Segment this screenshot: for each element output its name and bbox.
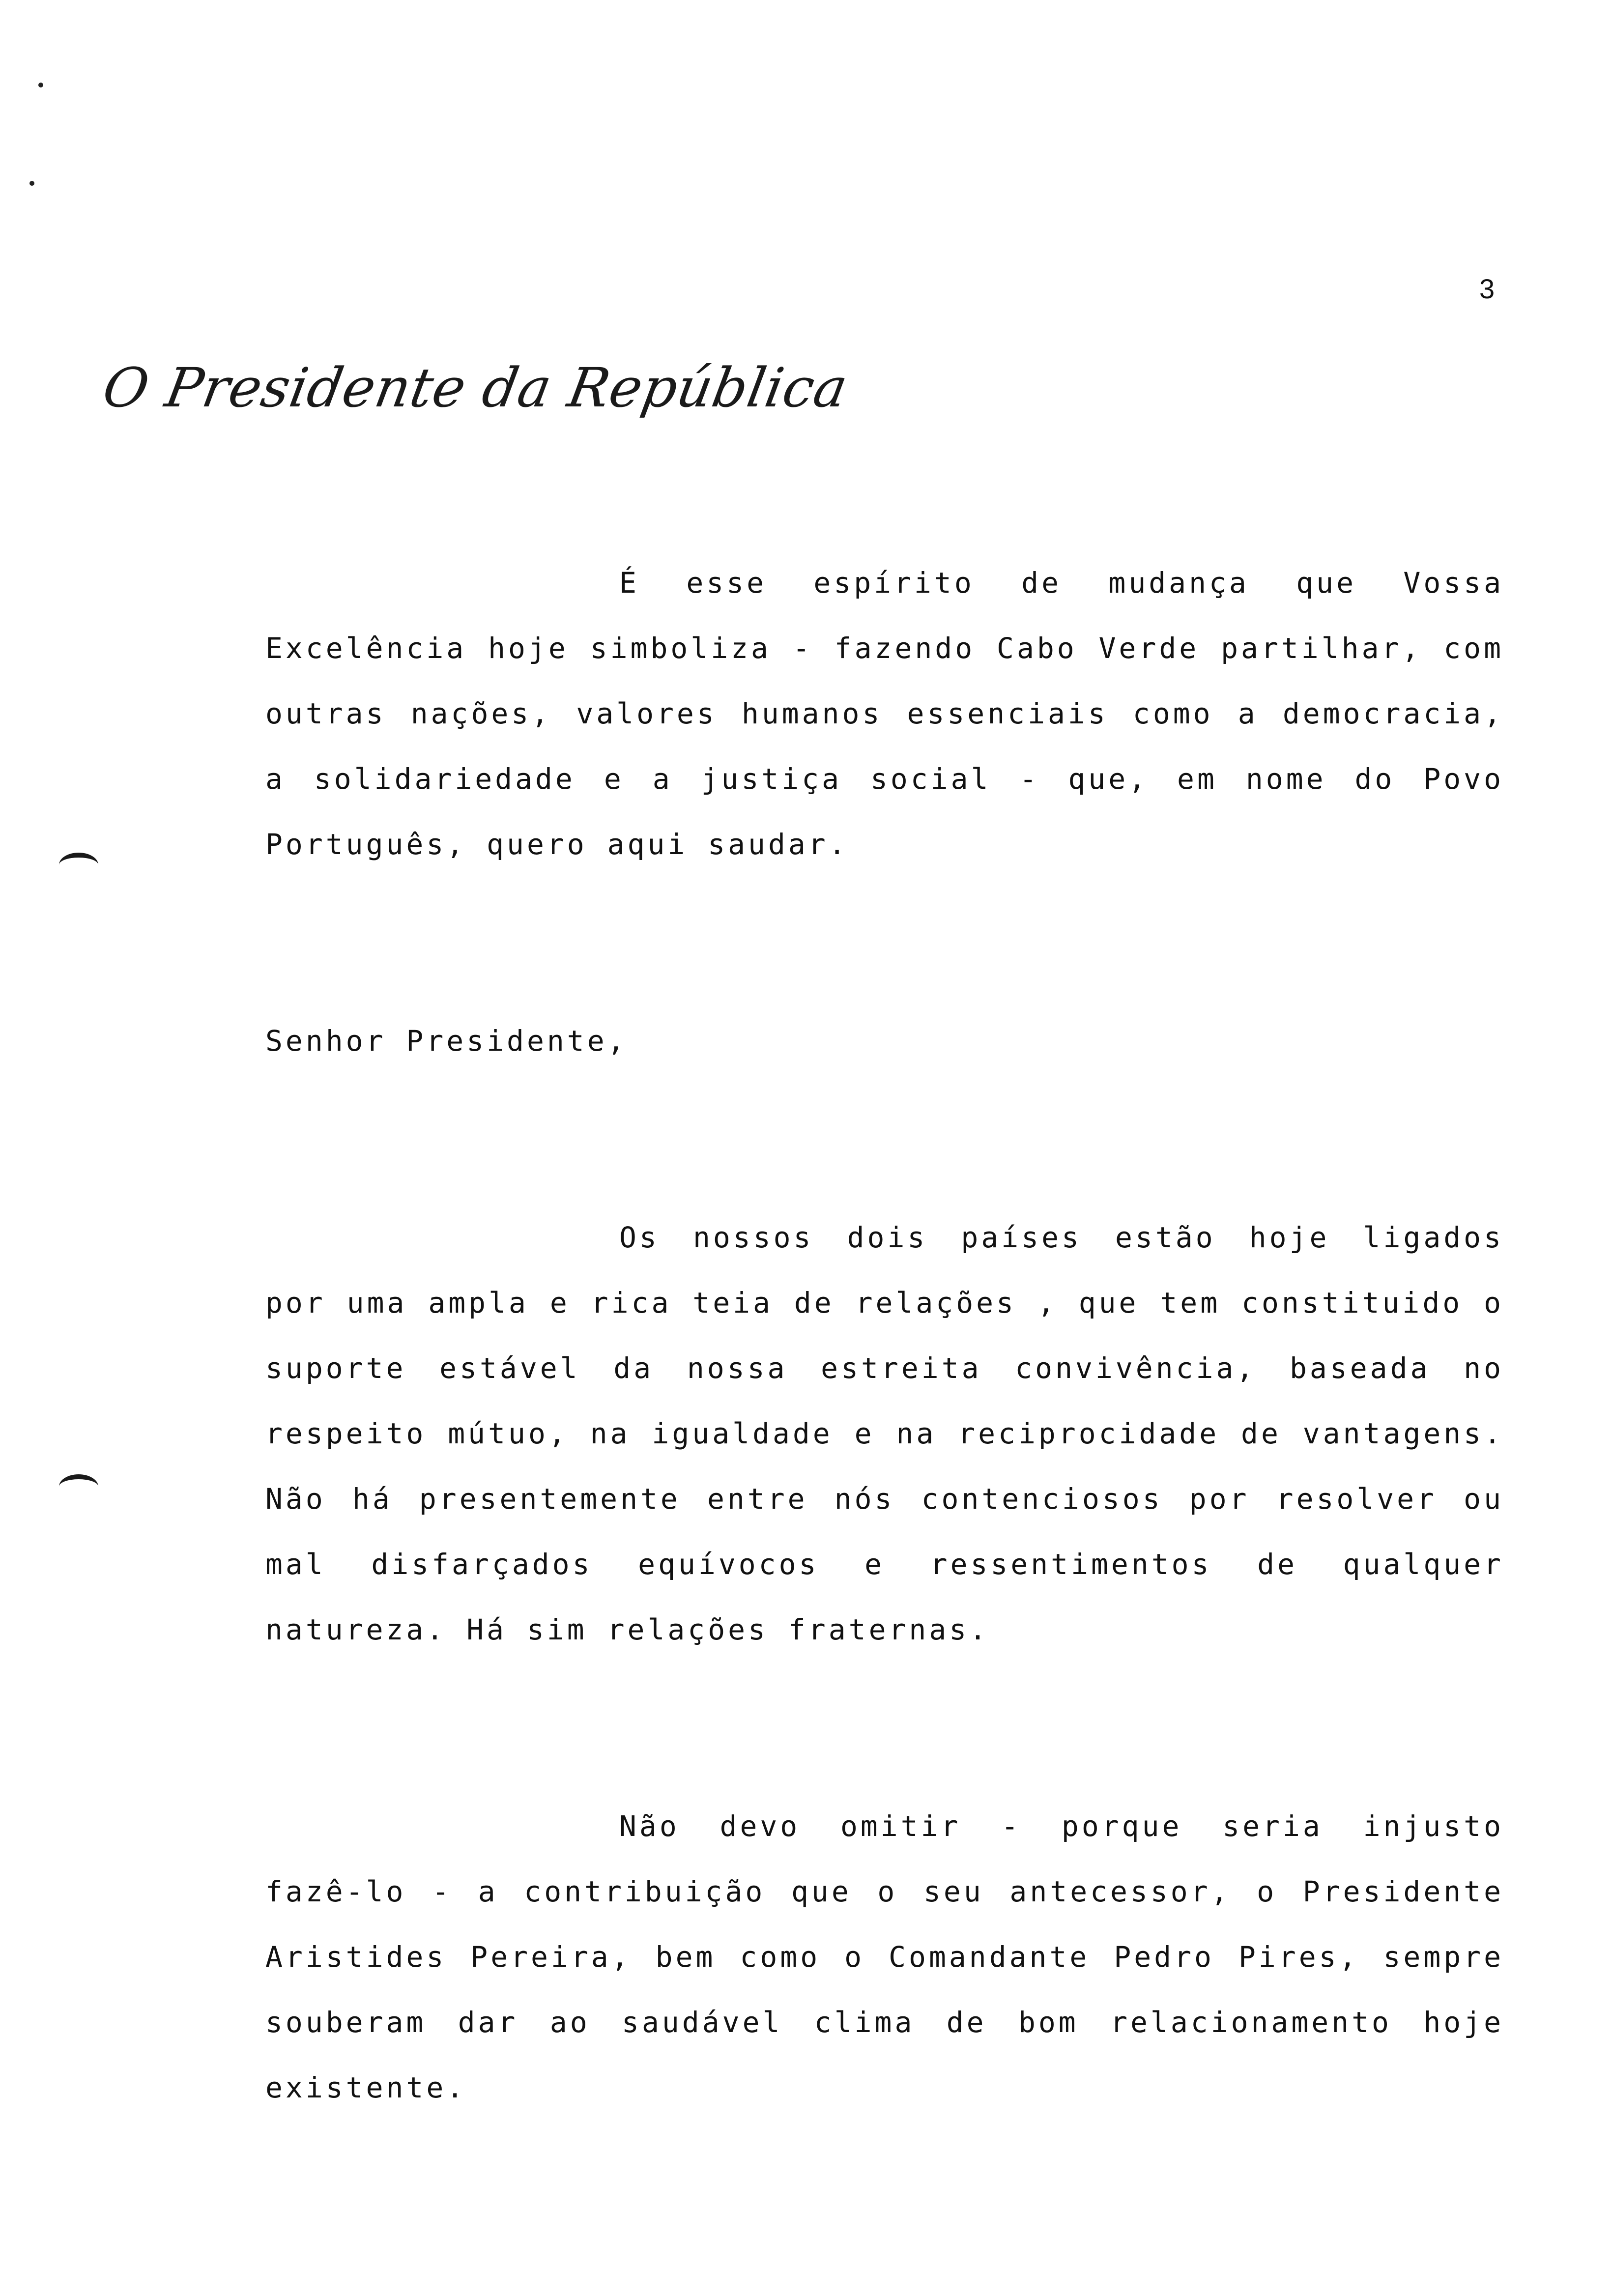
salutation: Senhor Presidente,	[265, 1024, 628, 1058]
body-paragraph: Os nossos dois países estão hoje ligados por uma ampla e rica teia de relações , que tem constituido o suporte estável da nossa estreita convivência, baseada no respeito mútuo, na igualdade e na reciprocidade de vantagens. Não há presentemente entre nós contenciosos por resolver ou mal disfarçados equívocos e ressentimentos de qualquer natureza. Há sim relações fraternas.	[265, 1221, 1504, 1646]
body-paragraph-1-block	[265, 550, 1504, 877]
body-paragraph: Não devo omitir - porque seria injusto fazê-lo - a contribuição que o seu antecessor, o Presidente Aristides Pereira, bem como o Comandante Pedro Pires, sempre souberam dar ao saudável clima de bom relacionamento hoje existente.	[265, 1809, 1504, 2104]
body-paragraph-2-block	[265, 1205, 1504, 1663]
body-paragraph: É esse espírito de mudança que Vossa Excelência hoje simboliza - fazendo Cabo Verde partilhar, com outras nações, valores humanos essenciais como a democracia, a solidariedade e a justiça social - que, em nome do Povo Português, quero aqui saudar.	[265, 566, 1504, 861]
punch-hole-mark	[59, 1474, 98, 1499]
salutation-block	[265, 1008, 1504, 1074]
scan-speck	[29, 181, 34, 186]
page-number: 3	[1479, 273, 1495, 304]
scan-speck	[38, 83, 43, 87]
body-paragraph-3-block	[265, 1794, 1504, 2121]
punch-hole-mark	[59, 853, 98, 877]
letterhead: O Presidente da República	[98, 356, 853, 419]
